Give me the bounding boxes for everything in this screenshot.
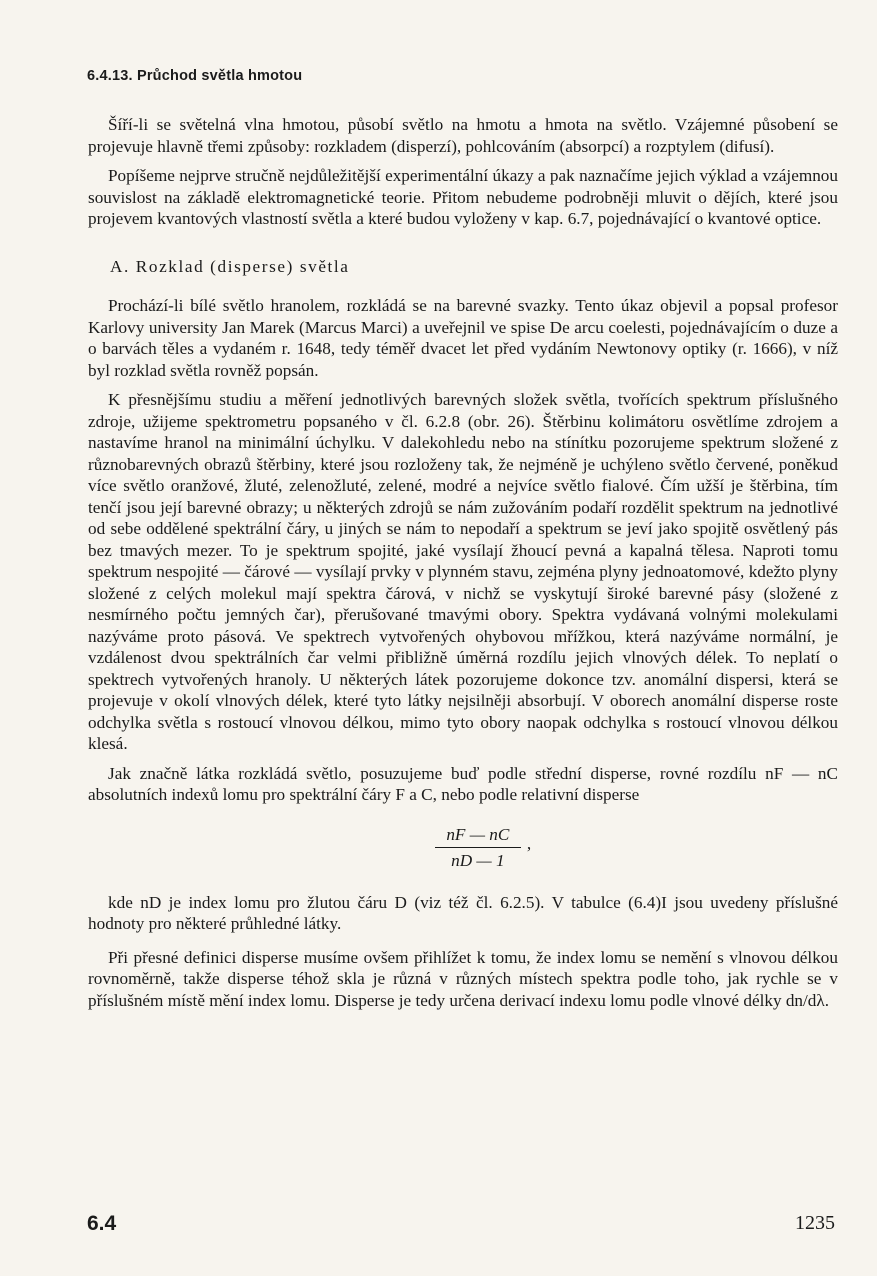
formula-denominator: nD — 1 (451, 851, 505, 871)
body-text (88, 114, 838, 1011)
formula-comma: , (526, 833, 532, 853)
paragraph-prism: Prochází-li bílé světlo hranolem, rozkládá se na barevné svazky. Tento úkaz objevil a popsal profesor Karlovy university Jan Marek (Marcus Marci) a uveřejnil ve spise De arcu coelesti, pojednávajícím o duze a o barvách těles a vydaném r. 1648, tedy téměř dvacet let před vydáním Newtonovy optiky (r. 1666), v níž byl rozklad světla rovněž popsán. (88, 296, 838, 380)
relative-dispersion-formula (128, 824, 838, 872)
paragraph-nd-definition: kde nD je index lomu pro žlutou čáru D (viz též čl. 6.2.5). V tabulce (6.4)I jsou uvedeny příslušné hodnoty pro některé průhledné látky. (88, 892, 838, 934)
formula-fraction (435, 824, 521, 872)
paragraph-intro-1: Šíří-li se světelná vlna hmotou, působí světlo na hmotu a hmota na světlo. Vzájemné působení se projevuje hlavně třemi způsoby: rozkladem (disperzí), pohlcováním (absorpcí) a rozptylem (difusí). (88, 115, 838, 156)
formula-numerator: nF — nC (446, 824, 510, 844)
paragraph-spectrometer: K přesnějšímu studiu a měření jednotlivých barevných složek světla, tvořících spektrum příslušného zdroje, užijeme spektrometru popsaného v čl. 6.2.8 (obr. 26). Štěrbinu kolimátoru osvětlíme zdrojem a nastavíme hranol na minimální úchylku. V dalekohledu nebo na stínítku pozorujeme spektrum složené z různobarevných obrazů štěrbiny, které jsou rozloženy tak, že nejméně je uchýleno světlo červené, poněkud více světlo oranžové, žluté, zelenožluté, zelené, modré a nejvíce světlo fialové. Čím užší je štěrbina, tím tenčí jsou její barevné obrazy; u některých zdrojů se nám zužováním podaří rozdělit spektrum na jednotlivé od sebe oddělené spektrální čáry, u jiných se nám to nepodaří a spektrum se jeví jako spojitě osvětlený pás bez tmavých mezer. To je spektrum spojité, jaké vysílají žhoucí pevná a kapalná tělesa. Naproti tomu spektrum nespojité — čárové — vysílají prvky v plynném stavu, zejména plyny jednoatomové, kdežto plyny složené z celých molekul mají spektra čárová, v nichž se vyskytují široké barevné pásy (složené z nesmírného počtu jemných čar), přerušované tmavými obory. Spektra vydávaná volnými molekulami nazýváme proto pásová. Ve spektrech vytvořených ohybovou mřížkou, která nazýváme normální, je vzdálenost dvou spektrálních čar velmi přibližně úměrná rozdílu jejich vlnových délek. To neplatí o spektrech vytvořených hranoly. U některých látek pozorujeme dokonce tzv. anomální dispersi, která se projevuje v okolí vlnových délek, které tyto látky nejsilněji absorbují. V oborech anomální disperse roste odchylka světla s rostoucí vlnovou délkou, mimo tyto obory naopak odchylka s rostoucí vlnovou délkou klesá. (88, 390, 838, 753)
footer-section-number: 6.4 (87, 1212, 117, 1235)
subsection-heading: A. Rozklad (disperse) světla (110, 256, 350, 276)
paragraph-derivative: Při přesné definici disperse musíme ovšem přihlížet k tomu, že index lomu se nemění s vlnovou délkou rovnoměrně, takže disperse téhož skla je různá v různých místech spektra podle toho, jak rychle se v příslušném místě mění index lomu. Disperse je tedy určena derivací indexu lomu podle vlnové délky dn/dλ. (88, 947, 838, 1010)
section-heading: 6.4.13. Průchod světla hmotou (87, 68, 303, 84)
paragraph-mean-dispersion: Jak značně látka rozkládá světlo, posuzujeme buď podle střední disperse, rovné rozdílu nF — nC absolutních indexů lomu pro spektrální čáry F a C, nebo podle relativní disperse (88, 763, 838, 804)
paragraph-intro-2: Popíšeme nejprve stručně nejdůležitější experimentální úkazy a pak naznačíme jejich výklad a vzájemnou souvislost na základě elektromagnetické teorie. Přitom nebudeme podrobněji mluvit o dějích, které jsou projevem kvantových vlastností světla a které budou vyloženy v kap. 6.7, pojednávající o kvantové optice. (88, 166, 838, 228)
footer-page-number: 1235 (795, 1212, 835, 1234)
